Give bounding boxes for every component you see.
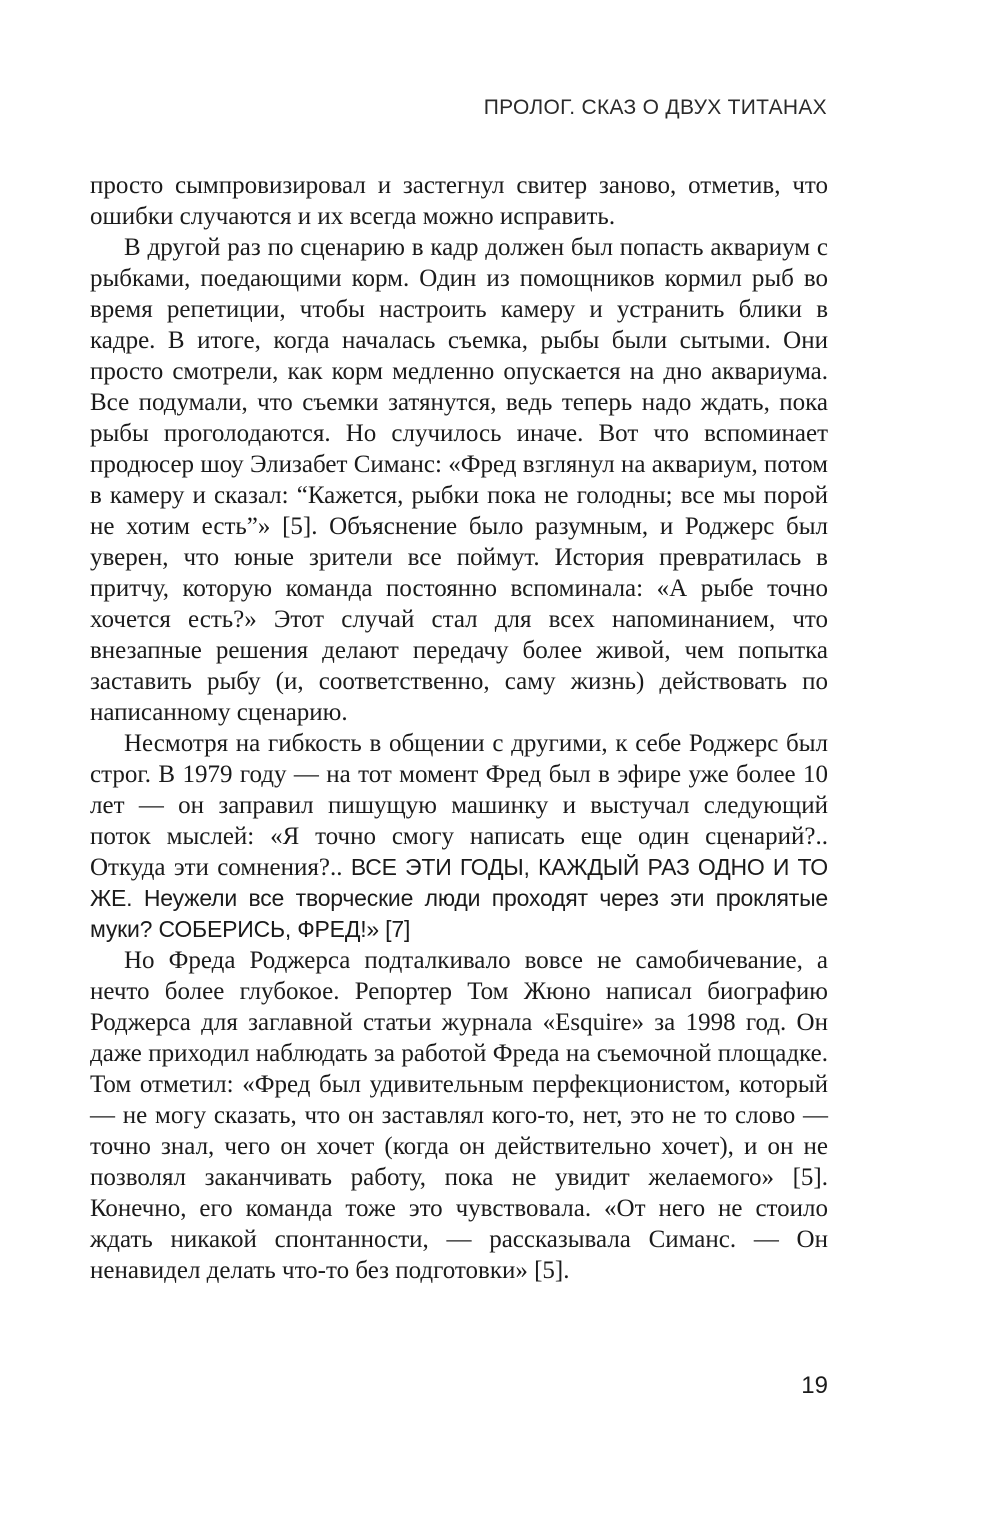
paragraph-4: Но Фреда Роджерса подталкивало вовсе не самобичевание, а нечто более глубокое. Репортер Том Жюно написал биографию Роджерса для заглавной статьи журнала «Esquire» за 1998 год. Он даже приходил наблюдать за работой Фреда на съемочной площадке. Том отметил: «Фред был удивительным перфекционистом, который — не могу сказать, что он заставлял кого-то, нет, это не то слово — точно знал, чего он хочет (когда он действительно хочет), и он не позволял заканчивать работу, пока не увидит желаемого» [5]. Конечно, его команда тоже это чувствовала. «От него не стоило ждать никакой спонтанности, — рассказывала Симанс. — Он ненавидел делать что-то без подготовки» [5]. bbox=[90, 947, 828, 1284]
typewriter-quote: ВСЕ ЭТИ ГОДЫ, КАЖДЫЙ РАЗ ОДНО И ТО ЖЕ. Неужели все творческие люди проходят через эти проклятые муки? СОБЕРИСЬ, ФРЕД!» [7] bbox=[90, 854, 828, 942]
paragraph-3-text: Несмотря на гибкость в общении с другими, к себе Роджерс был строг. В 1979 году — на тот момент Фред был в эфире уже более 10 лет — он заправил пишущую машинку и выстучал следующий поток мыслей: «Я точно смогу написать еще один сценарий?.. Откуда эти сомнения?.. bbox=[90, 730, 828, 881]
body-text bbox=[90, 170, 828, 1286]
paragraph-3 bbox=[90, 728, 828, 945]
page-number: 19 bbox=[801, 1372, 828, 1399]
running-title: ПРОЛОГ. СКАЗ О ДВУХ ТИТАНАХ bbox=[483, 96, 827, 119]
paragraph-2: В другой раз по сценарию в кадр должен был попасть аквариум с рыбками, поедающими корм. Один из помощников кормил рыб во время репетиции, чтобы настроить камеру и устранить блики в кадре. В итоге, когда началась съемка, рыбы были сытыми. Они просто смотрели, как корм медленно опускается на дно аквариума. Все подумали, что съемки затянутся, ведь теперь надо ждать, пока рыбы проголодаются. Но случилось иначе. Вот что вспоминает продюсер шоу Элизабет Симанс: «Фред взглянул на аквариум, потом в камеру и сказал: “Кажется, рыбки пока не голодны; все мы порой не хотим есть”» [5]. Объяснение было разумным, и Роджерс был уверен, что юные зрители все поймут. История превратилась в притчу, которую команда постоянно вспоминала: «А рыбе точно хочется есть?» Этот случай стал для всех напоминанием, что внезапные решения делают передачу более живой, чем попытка заставить рыбу (и, соответственно, саму жизнь) действовать по написанному сценарию. bbox=[90, 234, 828, 726]
paragraph-1: просто сымпровизировал и застегнул свитер заново, отметив, что ошибки случаются и их всегда можно исправить. bbox=[90, 172, 828, 230]
